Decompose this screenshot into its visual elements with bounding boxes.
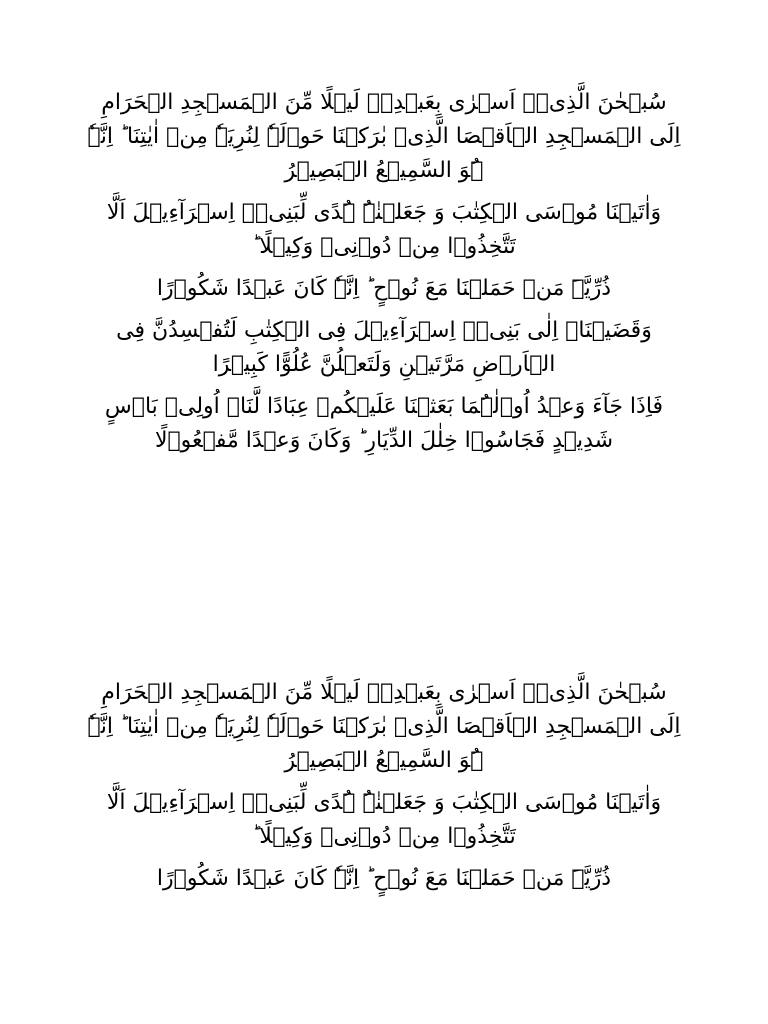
verse-paragraph: سُبۡحٰنَ الَّذِیۡۤ اَسۡرٰی بِعَبۡدِہٖ لَیۡلًا مِّنَ الۡمَسۡجِدِ الۡحَرَامِ اِلَی الۡمَسۡجِدِ الۡاَقۡصَا الَّذِیۡ بٰرَکۡنَا حَوۡلَہٗ لِنُرِیَہٗ مِنۡ اٰیٰتِنَا ؕ اِنَّہٗ ہُوَ السَّمِیۡعُ الۡبَصِیۡرُ — [87, 90, 681, 183]
verse-paragraph: وَاٰتَیۡنَا مُوۡسَی الۡکِتٰبَ وَ جَعَلۡنٰہُ ہُدًی لِّبَنِیۡۤ اِسۡرَآءِیۡلَ اَلَّا تَتَّخِذُوۡا مِنۡ دُوۡنِیۡ وَکِیۡلًا ؕ — [106, 200, 662, 259]
verse-paragraph: وَاٰتَیۡنَا مُوۡسَی الۡکِتٰبَ وَ جَعَلۡنٰہُ ہُدًی لِّبَنِیۡۤ اِسۡرَآءِیۡلَ اَلَّا تَتَّخِذُوۡا مِنۡ دُوۡنِیۡ وَکِیۡلًا ؕ — [106, 790, 662, 849]
verse-paragraph: فَاِذَا جَآءَ وَعۡدُ اُوۡلٰہُمَا بَعَثۡنَا عَلَیۡکُمۡ عِبَادًا لَّنَاۤ اُولِیۡ بَاۡسٍ شَدِیۡدٍ فَجَاسُوۡا خِلٰلَ الدِّیَارِ ؕ وَکَانَ وَعۡدًا مَّفۡعُوۡلًا — [104, 394, 664, 453]
verse-paragraph: ذُرِّیَّۃَ مَنۡ حَمَلۡنَا مَعَ نُوۡحٍ ؕ اِنَّہٗ کَانَ عَبۡدًا شَکُوۡرًا — [156, 866, 612, 891]
verse-paragraph: سُبۡحٰنَ الَّذِیۡۤ اَسۡرٰی بِعَبۡدِہٖ لَیۡلًا مِّنَ الۡمَسۡجِدِ الۡحَرَامِ اِلَی الۡمَسۡجِدِ الۡاَقۡصَا الَّذِیۡ بٰرَکۡنَا حَوۡلَہٗ لِنُرِیَہٗ مِنۡ اٰیٰتِنَا ؕ اِنَّہٗ ہُوَ السَّمِیۡعُ الۡبَصِیۡرُ — [87, 680, 681, 773]
verse-paragraph: وَقَضَیۡنَاۤ اِلٰی بَنِیۡۤ اِسۡرَآءِیۡلَ فِی الۡکِتٰبِ لَتُفۡسِدُنَّ فِی الۡاَرۡضِ مَرَّتَیۡنِ وَلَتَعۡلُنَّ عُلُوًّا کَبِیۡرًا — [116, 318, 652, 377]
verse-paragraph: ذُرِّیَّۃَ مَنۡ حَمَلۡنَا مَعَ نُوۡحٍ ؕ اِنَّہٗ کَانَ عَبۡدًا شَکُوۡرًا — [156, 276, 612, 301]
verse-block-top — [84, 86, 684, 466]
verse-block-bottom — [84, 676, 684, 904]
